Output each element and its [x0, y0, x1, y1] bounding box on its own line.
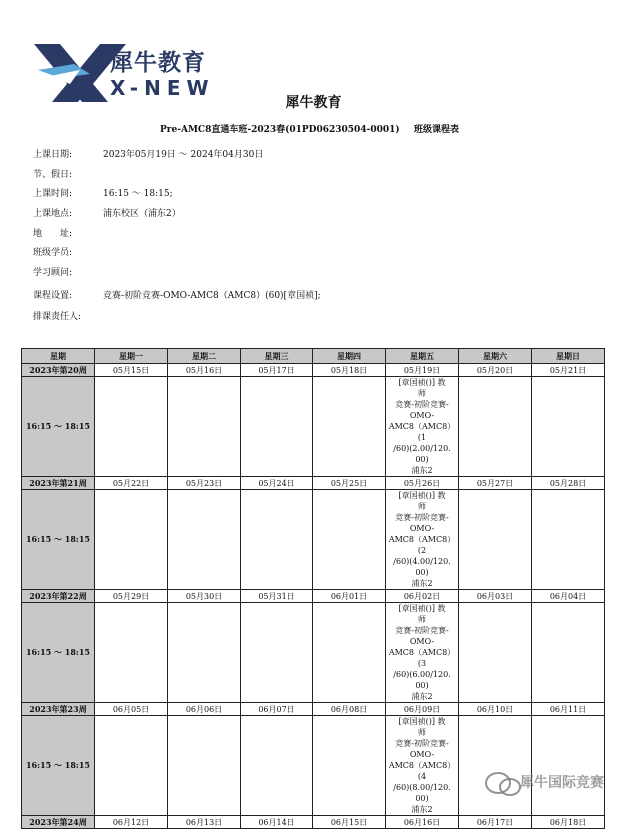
date-cell: 05月19日 [386, 364, 459, 377]
date-cell: 05月31日 [241, 590, 313, 603]
lesson-line: 00) [415, 681, 429, 690]
lesson-line: OMO- [409, 524, 435, 533]
info-value: 2023年05月19日 ～ 2024年04月30日 [103, 150, 264, 160]
empty-cell [459, 490, 532, 590]
lesson-line: 竞赛-初阶竞赛- [395, 626, 449, 635]
empty-cell [313, 603, 386, 703]
week-label: 2023年第23周 [22, 703, 95, 716]
date-cell: 06月13日 [168, 816, 241, 829]
wechat-icon [484, 770, 524, 800]
time-slot: 16:15 ～ 18:15 [22, 377, 95, 477]
header-fri: 星期五 [386, 349, 459, 364]
empty-cell [459, 603, 532, 703]
info-row-course [33, 288, 321, 301]
info-row-scheduler [33, 309, 103, 322]
lesson-line: 师 [418, 502, 426, 511]
week-date-row [22, 590, 605, 603]
date-cell: 06月08日 [313, 703, 386, 716]
logo-english-text: X-NEW [110, 76, 215, 100]
course-code: Pre-AMC8直通车班-2023春(01PD06230504-0001) [160, 125, 400, 135]
lesson-line: 竞赛-初阶竞赛- [395, 513, 449, 522]
lesson-line: 师 [418, 728, 426, 737]
lesson-line: 00) [415, 568, 429, 577]
week-label: 2023年第24周 [22, 816, 95, 829]
date-cell: 05月15日 [95, 364, 168, 377]
header-tue: 星期二 [168, 349, 241, 364]
empty-cell [95, 377, 168, 477]
lesson-line: 师 [418, 389, 426, 398]
header-mon: 星期一 [95, 349, 168, 364]
lesson-line: [章国祯()] 教 [398, 604, 446, 613]
lesson-line: 师 [418, 615, 426, 624]
lesson-line: [章国祯()] 教 [398, 717, 446, 726]
watermark-text: 犀牛国际竞赛 [520, 775, 604, 791]
lesson-cell [386, 377, 459, 477]
date-cell: 05月17日 [241, 364, 313, 377]
week-date-row [22, 477, 605, 490]
lesson-line: 00) [415, 455, 429, 464]
empty-cell [95, 490, 168, 590]
date-cell: 06月16日 [386, 816, 459, 829]
lesson-line: AMC8（AMC8）(1 [388, 422, 456, 442]
info-label: 学习顾问: [33, 268, 73, 278]
header-sun: 星期日 [532, 349, 605, 364]
info-value: 16:15 ～ 18:15; [103, 189, 173, 199]
lesson-line: 竞赛-初阶竞赛- [395, 739, 449, 748]
date-cell: 05月30日 [168, 590, 241, 603]
info-value: 浦东校区（浦东2） [103, 209, 181, 219]
lesson-line: AMC8（AMC8）(4 [388, 761, 456, 781]
date-cell: 06月09日 [386, 703, 459, 716]
week-date-row [22, 364, 605, 377]
lesson-line: 浦东2 [411, 579, 433, 588]
week-date-row [22, 816, 605, 829]
schedule-title: 班级课程表 [414, 125, 460, 135]
empty-cell [95, 603, 168, 703]
date-cell: 05月28日 [532, 477, 605, 490]
lesson-line: /60)(2.00/120. [393, 444, 451, 453]
header-sat: 星期六 [459, 349, 532, 364]
empty-cell [313, 490, 386, 590]
empty-cell [241, 603, 313, 703]
time-slot: 16:15 ～ 18:15 [22, 716, 95, 816]
lesson-line: OMO- [409, 637, 435, 646]
lesson-cell [386, 716, 459, 816]
week-date-row [22, 703, 605, 716]
info-label: 上课地点: [33, 209, 73, 219]
lesson-line: 浦东2 [411, 466, 433, 475]
date-cell: 05月25日 [313, 477, 386, 490]
info-label: 地 址: [33, 229, 73, 239]
date-cell: 05月27日 [459, 477, 532, 490]
week-label: 2023年第22周 [22, 590, 95, 603]
info-row-students [33, 245, 103, 258]
lesson-line: 浦东2 [411, 692, 433, 701]
lesson-line: [章国祯()] 教 [398, 378, 446, 387]
info-label: 班级学员: [33, 248, 73, 258]
date-cell: 06月04日 [532, 590, 605, 603]
lesson-row [22, 490, 605, 590]
empty-cell [168, 716, 241, 816]
lesson-row [22, 377, 605, 477]
lesson-cell [386, 490, 459, 590]
lesson-row [22, 603, 605, 703]
date-cell: 06月06日 [168, 703, 241, 716]
header-wed: 星期三 [241, 349, 313, 364]
info-label: 课程设置: [33, 291, 73, 301]
date-cell: 06月07日 [241, 703, 313, 716]
schedule-table [21, 348, 605, 829]
info-row-address [33, 226, 103, 239]
date-cell: 06月05日 [95, 703, 168, 716]
date-cell: 06月03日 [459, 590, 532, 603]
date-cell: 05月16日 [168, 364, 241, 377]
date-cell: 05月22日 [95, 477, 168, 490]
empty-cell [532, 603, 605, 703]
info-label: 上课日期: [33, 150, 73, 160]
lesson-line: /60)(6.00/120. [393, 670, 451, 679]
date-cell: 06月18日 [532, 816, 605, 829]
lesson-line: AMC8（AMC8）(3 [388, 648, 456, 668]
empty-cell [459, 377, 532, 477]
empty-cell [241, 490, 313, 590]
empty-cell [313, 377, 386, 477]
date-cell: 06月10日 [459, 703, 532, 716]
date-cell: 06月02日 [386, 590, 459, 603]
date-cell: 06月11日 [532, 703, 605, 716]
lesson-cell [386, 603, 459, 703]
info-value: 竞赛-初阶竞赛-OMO-AMC8（AMC8）(60)[章国祯]; [103, 291, 321, 301]
info-label: 上课时间: [33, 189, 73, 199]
info-label: 排课责任人: [33, 312, 82, 322]
empty-cell [168, 377, 241, 477]
week-label: 2023年第20周 [22, 364, 95, 377]
date-cell: 06月01日 [313, 590, 386, 603]
info-row-advisor [33, 265, 103, 278]
info-label: 节、假日: [33, 170, 73, 180]
date-cell: 06月14日 [241, 816, 313, 829]
empty-cell [313, 716, 386, 816]
lesson-line: 00) [415, 794, 429, 803]
info-row-dates [33, 147, 264, 160]
table-header-row [22, 349, 605, 364]
lesson-line: OMO- [409, 750, 435, 759]
lesson-line: 竞赛-初阶竞赛- [395, 400, 449, 409]
empty-cell [532, 377, 605, 477]
logo-chinese-text: 犀牛教育 [110, 50, 206, 76]
time-slot: 16:15 ～ 18:15 [22, 603, 95, 703]
date-cell: 05月18日 [313, 364, 386, 377]
lesson-line: OMO- [409, 411, 435, 420]
info-row-time [33, 186, 173, 199]
lesson-line: /60)(8.00/120. [393, 783, 451, 792]
lesson-line: 浦东2 [411, 805, 433, 814]
empty-cell [532, 490, 605, 590]
date-cell: 06月15日 [313, 816, 386, 829]
date-cell: 06月12日 [95, 816, 168, 829]
time-slot: 16:15 ～ 18:15 [22, 490, 95, 590]
week-label: 2023年第21周 [22, 477, 95, 490]
lesson-line: [章国祯()] 教 [398, 491, 446, 500]
date-cell: 06月17日 [459, 816, 532, 829]
date-cell: 05月24日 [241, 477, 313, 490]
header-weekday: 星期 [22, 349, 95, 364]
header-thu: 星期四 [313, 349, 386, 364]
date-cell: 05月20日 [459, 364, 532, 377]
lesson-line: AMC8（AMC8）(2 [388, 535, 456, 555]
empty-cell [95, 716, 168, 816]
date-cell: 05月21日 [532, 364, 605, 377]
date-cell: 05月23日 [168, 477, 241, 490]
empty-cell [168, 490, 241, 590]
lesson-line: /60)(4.00/120. [393, 557, 451, 566]
org-title: 犀牛教育 [285, 95, 342, 111]
empty-cell [241, 377, 313, 477]
empty-cell [241, 716, 313, 816]
date-cell: 05月29日 [95, 590, 168, 603]
info-row-location [33, 206, 181, 219]
date-cell: 05月26日 [386, 477, 459, 490]
info-row-holidays [33, 167, 103, 180]
empty-cell [168, 603, 241, 703]
